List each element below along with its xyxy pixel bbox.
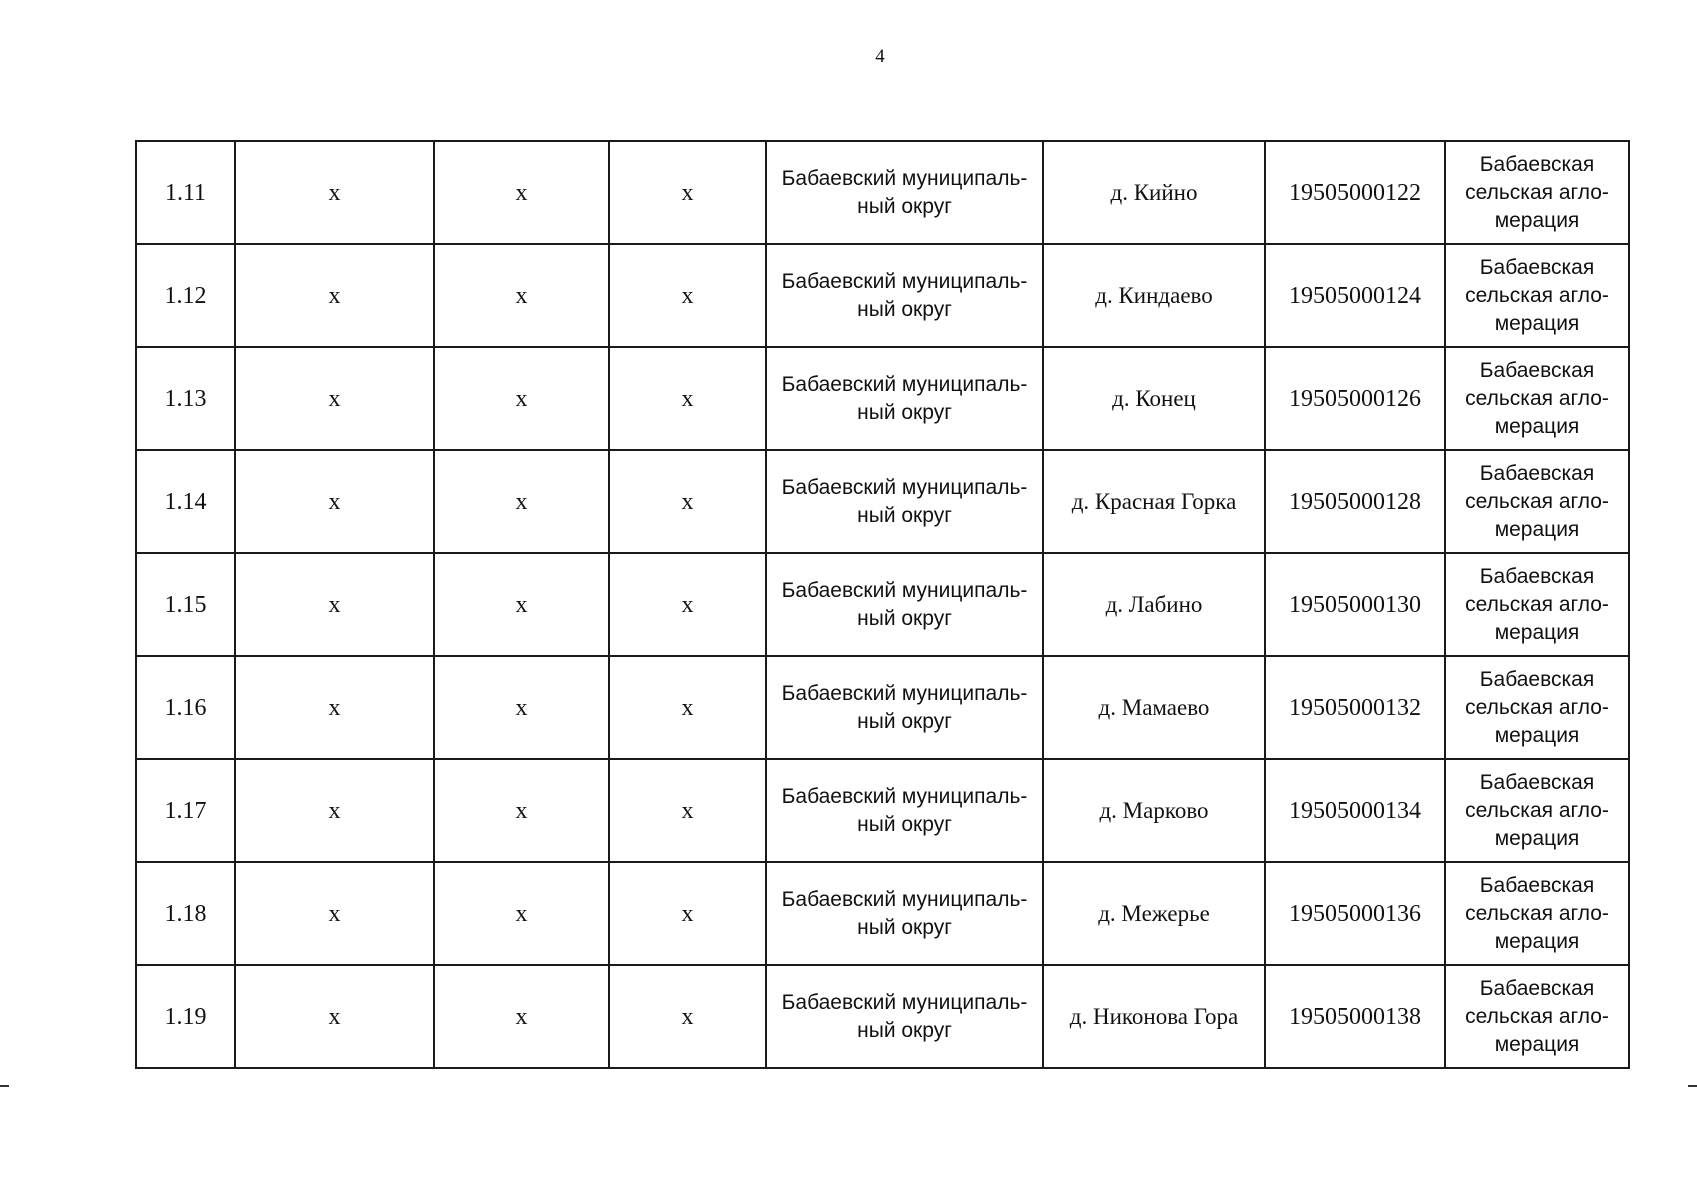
cell-mark: х xyxy=(609,965,766,1068)
district-cell xyxy=(766,450,1043,553)
cell-mark: х xyxy=(609,450,766,553)
table-row xyxy=(136,450,1629,553)
agglomeration-cell-line: мерация xyxy=(1494,723,1580,747)
cell-mark: х xyxy=(434,965,609,1068)
agglomeration-cell-line: Бабаевская xyxy=(1479,152,1595,176)
agglomeration-cell-line: Бабаевская xyxy=(1479,255,1595,279)
cell-mark: х xyxy=(434,244,609,347)
district-cell-line: ный округ xyxy=(857,606,952,630)
agglomeration-cell-line: мерация xyxy=(1494,929,1580,953)
district-cell xyxy=(766,141,1043,244)
data-table xyxy=(135,140,1630,1069)
cell-mark: х xyxy=(235,656,434,759)
left-margin-mark xyxy=(0,1085,9,1087)
cell-mark: х xyxy=(235,450,434,553)
cell-mark: х xyxy=(609,553,766,656)
right-margin-mark xyxy=(1688,1085,1697,1087)
locality-cell: д. Марково xyxy=(1043,759,1265,862)
cell-mark: х xyxy=(609,141,766,244)
agglomeration-cell xyxy=(1445,965,1629,1068)
cell-mark: х xyxy=(235,244,434,347)
code-cell: 19505000130 xyxy=(1265,553,1445,656)
agglomeration-cell xyxy=(1445,862,1629,965)
agglomeration-cell-line: сельская агло- xyxy=(1465,592,1609,616)
district-cell-line: Бабаевский муниципаль- xyxy=(781,269,1028,293)
agglomeration-cell-line: Бабаевская xyxy=(1479,667,1595,691)
agglomeration-cell-line: мерация xyxy=(1494,826,1580,850)
cell-mark: х xyxy=(434,347,609,450)
agglomeration-cell xyxy=(1445,141,1629,244)
agglomeration-cell-line: сельская агло- xyxy=(1465,798,1609,822)
cell-mark: х xyxy=(434,553,609,656)
table-row xyxy=(136,347,1629,450)
locality-cell: д. Межерье xyxy=(1043,862,1265,965)
cell-mark: х xyxy=(434,656,609,759)
agglomeration-cell-line: мерация xyxy=(1494,517,1580,541)
district-cell xyxy=(766,862,1043,965)
district-cell-line: ный округ xyxy=(857,194,952,218)
cell-mark: х xyxy=(609,862,766,965)
cell-mark: х xyxy=(609,759,766,862)
locality-cell: д. Красная Горка xyxy=(1043,450,1265,553)
district-cell-line: Бабаевский муниципаль- xyxy=(781,681,1028,705)
district-cell xyxy=(766,553,1043,656)
agglomeration-cell-line: сельская агло- xyxy=(1465,1004,1609,1028)
agglomeration-cell-line: мерация xyxy=(1494,620,1580,644)
agglomeration-cell-line: Бабаевская xyxy=(1479,564,1595,588)
agglomeration-cell-line: сельская агло- xyxy=(1465,283,1609,307)
table-row xyxy=(136,656,1629,759)
locality-cell: д. Киндаево xyxy=(1043,244,1265,347)
code-cell: 19505000122 xyxy=(1265,141,1445,244)
table-row xyxy=(136,965,1629,1068)
agglomeration-cell-line: мерация xyxy=(1494,1032,1580,1056)
table-row xyxy=(136,862,1629,965)
table-row xyxy=(136,244,1629,347)
district-cell-line: ный округ xyxy=(857,812,952,836)
agglomeration-cell xyxy=(1445,553,1629,656)
code-cell: 19505000138 xyxy=(1265,965,1445,1068)
agglomeration-cell-line: сельская агло- xyxy=(1465,180,1609,204)
cell-mark: х xyxy=(235,862,434,965)
agglomeration-cell-line: сельская агло- xyxy=(1465,901,1609,925)
agglomeration-cell-line: сельская агло- xyxy=(1465,386,1609,410)
agglomeration-cell-line: мерация xyxy=(1494,414,1580,438)
table-body xyxy=(136,141,1629,1068)
row-number: 1.15 xyxy=(136,553,235,656)
page-number: 4 xyxy=(875,46,885,67)
agglomeration-cell-line: Бабаевская xyxy=(1479,976,1595,1000)
row-number: 1.14 xyxy=(136,450,235,553)
cell-mark: х xyxy=(235,347,434,450)
table-row xyxy=(136,553,1629,656)
row-number: 1.18 xyxy=(136,862,235,965)
agglomeration-cell-line: мерация xyxy=(1494,208,1580,232)
code-cell: 19505000126 xyxy=(1265,347,1445,450)
code-cell: 19505000128 xyxy=(1265,450,1445,553)
district-cell xyxy=(766,347,1043,450)
code-cell: 19505000132 xyxy=(1265,656,1445,759)
row-number: 1.19 xyxy=(136,965,235,1068)
cell-mark: х xyxy=(434,862,609,965)
district-cell-line: ный округ xyxy=(857,297,952,321)
locality-cell: д. Лабино xyxy=(1043,553,1265,656)
table-row xyxy=(136,759,1629,862)
row-number: 1.16 xyxy=(136,656,235,759)
row-number: 1.11 xyxy=(136,141,235,244)
district-cell xyxy=(766,656,1043,759)
agglomeration-cell xyxy=(1445,656,1629,759)
district-cell-line: ный округ xyxy=(857,1018,952,1042)
agglomeration-cell-line: Бабаевская xyxy=(1479,358,1595,382)
code-cell: 19505000134 xyxy=(1265,759,1445,862)
agglomeration-cell-line: Бабаевская xyxy=(1479,461,1595,485)
cell-mark: х xyxy=(434,759,609,862)
locality-cell: д. Мамаево xyxy=(1043,656,1265,759)
cell-mark: х xyxy=(609,656,766,759)
district-cell-line: Бабаевский муниципаль- xyxy=(781,578,1028,602)
district-cell-line: Бабаевский муниципаль- xyxy=(781,887,1028,911)
code-cell: 19505000136 xyxy=(1265,862,1445,965)
table-row xyxy=(136,141,1629,244)
district-cell-line: Бабаевский муниципаль- xyxy=(781,166,1028,190)
agglomeration-cell xyxy=(1445,759,1629,862)
district-cell xyxy=(766,244,1043,347)
agglomeration-cell-line: Бабаевская xyxy=(1479,770,1595,794)
cell-mark: х xyxy=(434,141,609,244)
cell-mark: х xyxy=(235,553,434,656)
cell-mark: х xyxy=(235,759,434,862)
row-number: 1.13 xyxy=(136,347,235,450)
district-cell-line: ный округ xyxy=(857,400,952,424)
district-cell-line: ный округ xyxy=(857,915,952,939)
district-cell-line: ный округ xyxy=(857,709,952,733)
locality-cell: д. Никонова Гора xyxy=(1043,965,1265,1068)
agglomeration-cell xyxy=(1445,244,1629,347)
cell-mark: х xyxy=(235,141,434,244)
row-number: 1.17 xyxy=(136,759,235,862)
locality-cell: д. Кийно xyxy=(1043,141,1265,244)
agglomeration-cell-line: сельская агло- xyxy=(1465,695,1609,719)
code-cell: 19505000124 xyxy=(1265,244,1445,347)
agglomeration-cell xyxy=(1445,347,1629,450)
district-cell xyxy=(766,759,1043,862)
agglomeration-cell-line: Бабаевская xyxy=(1479,873,1595,897)
cell-mark: х xyxy=(609,347,766,450)
district-cell xyxy=(766,965,1043,1068)
locality-cell: д. Конец xyxy=(1043,347,1265,450)
agglomeration-cell xyxy=(1445,450,1629,553)
cell-mark: х xyxy=(609,244,766,347)
agglomeration-cell-line: мерация xyxy=(1494,311,1580,335)
district-cell-line: Бабаевский муниципаль- xyxy=(781,990,1028,1014)
cell-mark: х xyxy=(235,965,434,1068)
district-cell-line: Бабаевский муниципаль- xyxy=(781,475,1028,499)
district-cell-line: Бабаевский муниципаль- xyxy=(781,372,1028,396)
cell-mark: х xyxy=(434,450,609,553)
row-number: 1.12 xyxy=(136,244,235,347)
district-cell-line: Бабаевский муниципаль- xyxy=(781,784,1028,808)
agglomeration-cell-line: сельская агло- xyxy=(1465,489,1609,513)
district-cell-line: ный округ xyxy=(857,503,952,527)
